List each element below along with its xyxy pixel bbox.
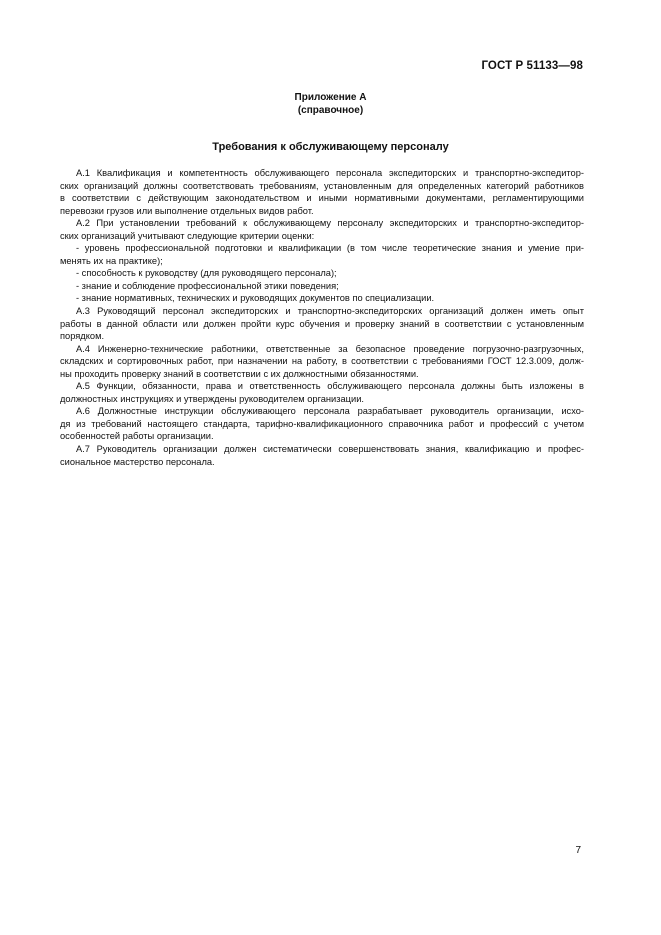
document-code: ГОСТ Р 51133—98 [481,60,583,72]
text-line: складских и сортировочных работ, при назначении на работу, в соответствии с требованиями ГОСТ 12.3.009, долж- [60,356,584,367]
text-line: сиональное мастерство персонала. [60,456,215,467]
text-line: А.2 При установлении требований к обслуживающему персоналу экспедиторских и транспортно-экспедитор- [76,218,584,229]
text-line: особенностей работы организации. [60,431,214,442]
annex-title: Приложение А [294,92,367,103]
text-line: А.5 Функции, обязанности, права и ответственность обслуживающего персонала должны быть изложены в [76,381,584,392]
text-line: ны проходить проверку знаний в соответствии с их должностными обязанностями. [60,368,419,379]
text-line: должностных инструкциях и утверждены руководителем организации. [60,393,364,404]
text-line: ских организаций должны соответствовать требованиям, установленным для определенных категорий работников [60,180,584,191]
text-line: А.6 Должностные инструкции обслуживающего персонала разрабатывает руководитель организации, исхо- [76,406,584,417]
text-line: ских организаций учитывают следующие критерии оценки: [60,230,315,241]
section-title: Требования к обслуживающему персоналу [212,141,449,153]
text-line: А.1 Квалификация и компетентность обслуживающего персонала экспедиторских и транспортно-экспедитор- [76,168,584,178]
text-line: - знание нормативных, технических и руководящих документов по специализации. [76,293,435,304]
text-line: менять их на практике); [60,255,163,266]
page-number: 7 [575,845,581,856]
text-line: в соответствии с действующим законодательством и иными нормативными документами, регламентирующими [60,193,584,204]
annex-heading [0,91,661,117]
text-line: - способность к руководству (для руководящего персонала); [76,268,337,279]
text-line: работы в данной области или должен пройти курс обучения и проверку знаний в соответствии с установленным [60,318,584,329]
text-line: А.7 Руководитель организации должен систематически совершенствовать знания, квалификацию и профес- [76,444,584,455]
text-line: дя из требований настоящего стандарта, тарифно-квалификационного справочника работ и профессий с учетом [60,418,584,429]
text-line: А.3 Руководящий персонал экспедиторских и транспортно-экспедиторских организаций должен иметь опыт [76,306,584,317]
annex-subtitle: (справочное) [297,105,364,116]
text-line: порядком. [60,331,105,342]
body-text [60,167,584,468]
text-line: - уровень профессиональной подготовки и квалификации (в том числе теоретические знания и умение при- [76,243,584,254]
text-line: перевозки грузов или выполнение отдельных видов работ. [60,205,314,216]
text-line: А.4 Инженерно-технические работники, ответственные за безопасное проведение погрузочно-разгрузочных, [76,343,584,354]
text-line: - знание и соблюдение профессиональной этики поведения; [76,280,339,291]
